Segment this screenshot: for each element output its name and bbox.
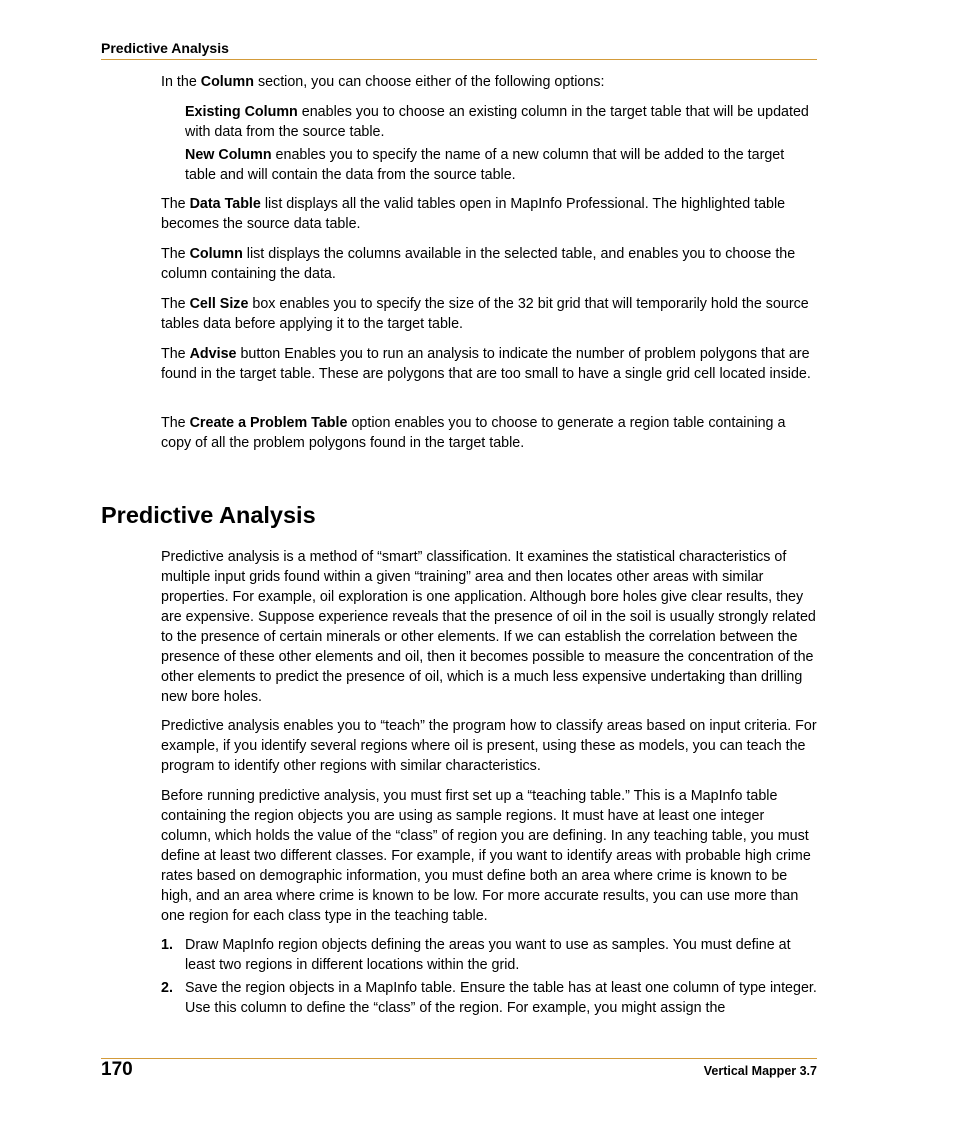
paragraph-advise: The Advise button Enables you to run an analysis to indicate the number of problem polygons that are found in the target table. These are polygons that are too small to have a single grid cell located inside.	[161, 346, 811, 382]
paragraph-cell-size: The Cell Size box enables you to specify the size of the 32 bit grid that will temporarily hold the source tables data before applying it to the target table.	[161, 296, 809, 332]
step-1-text: Draw MapInfo region objects defining the areas you want to use as samples. You must define at least two regions in different locations within the grid.	[185, 937, 791, 973]
section-paragraph-1: Predictive analysis is a method of “smart” classification. It examines the statistical characteristics of multiple input grids found within a given “training” area and then locates other areas with similar properties. For example, oil exploration is one application. Although bore holes give clear results, they are expensive. Suppose experience reveals that the presence of oil in the soil is usually strongly related to the presence of certain minerals or other elements. If we can establish the correlation between the presence of these other elements and oil, then it becomes possible to measure the concentration of the other elements to predict the presence of oil, which is a much less expensive undertaking than drilling new bore holes.	[161, 549, 816, 705]
intro-paragraph: In the Column section, you can choose either of the following options:	[161, 74, 605, 90]
section-paragraph-2: Predictive analysis enables you to “teach” the program how to classify areas based on input criteria. For example, if you identify several regions where oil is present, using these as models, you can teach the program to identify other regions with similar characteristics.	[161, 718, 817, 774]
header-rule	[101, 59, 817, 60]
step-2-text: Save the region objects in a MapInfo table. Ensure the table has at least one column of type integer. Use this column to define the “class” of the region. For example, you might assign the	[185, 980, 817, 1016]
footer-rule	[101, 1058, 817, 1059]
paragraph-data-table: The Data Table list displays all the valid tables open in MapInfo Professional. The highlighted table becomes the source data table.	[161, 196, 786, 232]
section-paragraph-3: Before running predictive analysis, you must first set up a “teaching table.” This is a MapInfo table containing the region objects you are using as sample regions. It must have at least one integer column, which holds the value of the “class” of region you are defining. In any teaching table, you must define at least two different classes. For example, if you want to identify areas with probable high crime rates based on demographic information, you must define both an area where crime is known to be high, and an area where crime is known to be low. For more accurate results, you can use more than one region for each class type in the teaching table.	[161, 788, 811, 924]
option-new-column: New Column enables you to specify the name of a new column that will be added to the target table and will contain the data from the source table.	[185, 147, 785, 183]
step-2-number: 2.	[161, 980, 173, 996]
footer-title: Vertical Mapper 3.7	[703, 1064, 817, 1078]
section-heading: Predictive Analysis	[101, 502, 316, 528]
page-header-title: Predictive Analysis	[101, 40, 229, 56]
step-1-number: 1.	[161, 937, 173, 953]
page-number: 170	[101, 1059, 133, 1080]
paragraph-create-problem-table: The Create a Problem Table option enables you to choose to generate a region table containing a copy of all the problem polygons found in the target table.	[161, 415, 786, 451]
paragraph-column: The Column list displays the columns available in the selected table, and enables you to choose the column containing the data.	[161, 246, 796, 282]
option-existing-column: Existing Column enables you to choose an existing column in the target table that will be updated with data from the source table.	[185, 104, 809, 140]
